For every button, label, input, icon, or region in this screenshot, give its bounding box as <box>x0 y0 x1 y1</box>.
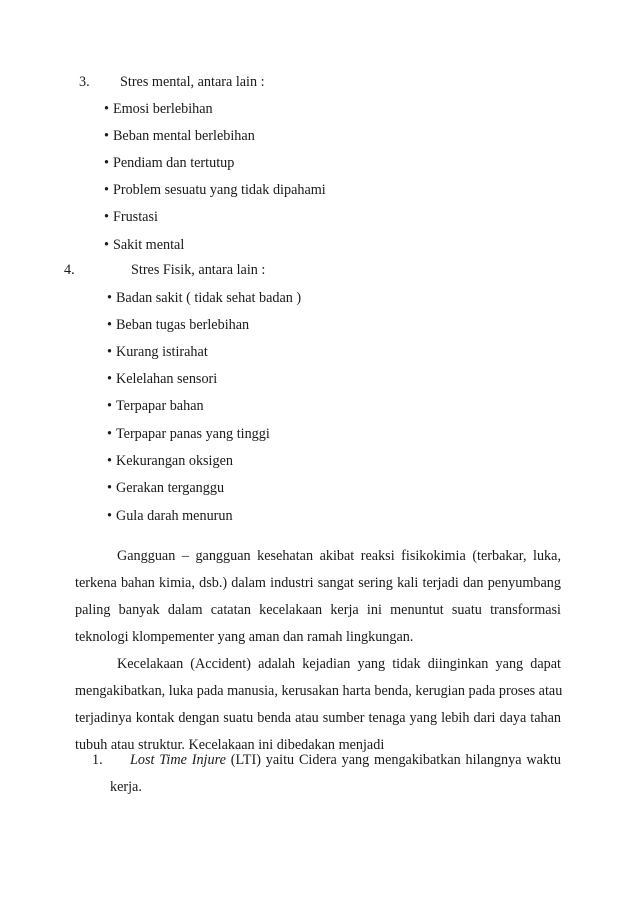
list-item: • Beban mental berlebihan <box>104 128 255 144</box>
paragraph-line: terjadinya kontak dengan suatu benda atau sumber tenaga yang lebih dari daya tahan <box>75 710 561 726</box>
paragraph-line: mengakibatkan, luka pada manusia, kerusakan harta benda, kerugian pada proses atau <box>75 683 563 699</box>
list-item-1-text <box>130 751 561 769</box>
list-item: • Beban tugas berlebihan <box>107 317 250 333</box>
bullet-icon: • <box>107 480 112 496</box>
section4-number: 4. <box>64 262 75 278</box>
bullet-icon: • <box>107 317 112 333</box>
paragraph-line: paling banyak dalam catatan kecelakaan kerja ini menuntut suatu transformasi <box>75 602 561 618</box>
bullet-icon: • <box>107 453 112 469</box>
list-item-1-term: Lost Time Injure <box>130 752 226 768</box>
bullet-icon: • <box>104 128 109 144</box>
list-item: • Sakit mental <box>104 237 185 253</box>
list-item-1-rest: (LTI) yaitu Cidera yang mengakibatkan hilangnya waktu <box>225 752 561 768</box>
list-item: • Terpapar bahan <box>107 398 204 414</box>
list-item-1-number: 1. <box>92 752 103 768</box>
bullet-icon: • <box>104 155 109 171</box>
list-item: • Gula darah menurun <box>107 508 233 524</box>
bullet-icon: • <box>107 398 112 414</box>
bullet-icon: • <box>104 209 109 225</box>
paragraph-line: Gangguan – gangguan kesehatan akibat reaksi fisikokimia (terbakar, luka, <box>117 548 561 564</box>
bullet-icon: • <box>107 290 112 306</box>
list-item: • Pendiam dan tertutup <box>104 155 235 171</box>
list-item-1-continuation: kerja. <box>110 779 142 795</box>
bullet-icon: • <box>104 182 109 198</box>
list-item: • Problem sesuatu yang tidak dipahami <box>104 182 326 198</box>
bullet-icon: • <box>107 371 112 387</box>
list-item: • Frustasi <box>104 209 158 225</box>
list-item: • Gerakan terganggu <box>107 480 225 496</box>
section3-title: Stres mental, antara lain : <box>120 74 265 90</box>
paragraph-line: teknologi klompementer yang aman dan ramah lingkungan. <box>75 629 414 645</box>
list-item: • Kekurangan oksigen <box>107 453 233 469</box>
paragraph-2 <box>75 651 561 759</box>
paragraph-line: tubuh atau struktur. Kecelakaan ini dibedakan menjadi <box>75 737 385 753</box>
list-item: • Terpapar panas yang tinggi <box>107 426 270 442</box>
bullet-icon: • <box>104 101 109 117</box>
section3-number: 3. <box>79 74 90 90</box>
bullet-icon: • <box>107 426 112 442</box>
paragraph-1 <box>75 543 561 651</box>
list-item: • Badan sakit ( tidak sehat badan ) <box>107 290 302 306</box>
list-item: • Kurang istirahat <box>107 344 208 360</box>
paragraph-line: Kecelakaan (Accident) adalah kejadian yang tidak diinginkan yang dapat <box>117 656 561 672</box>
paragraph-line: terkena bahan kimia, dsb.) dalam industri sangat sering kali terjadi dan penyumbang <box>75 575 561 591</box>
bullet-icon: • <box>107 508 112 524</box>
section4-title: Stres Fisik, antara lain : <box>131 262 266 278</box>
bullet-icon: • <box>104 237 109 253</box>
bullet-icon: • <box>107 344 112 360</box>
list-item: • Emosi berlebihan <box>104 101 213 117</box>
list-item: • Kelelahan sensori <box>107 371 218 387</box>
